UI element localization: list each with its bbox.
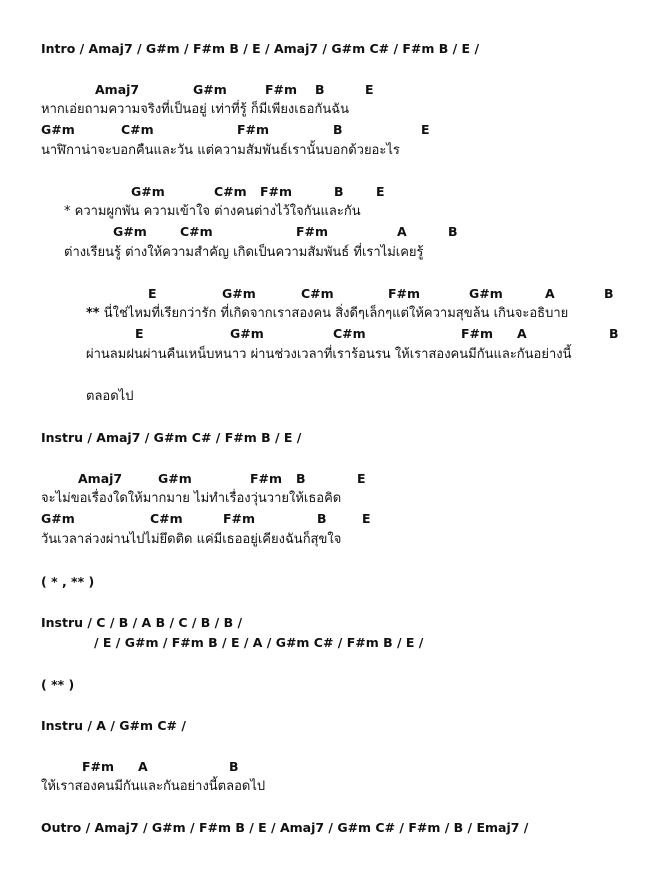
verse1-lyric-2: นาฬิกาน่าจะบอกคืนและวัน แต่ความสัมพันธ์เรานั้นบอกด้วยอะไร [41,143,400,158]
instru3-progression: / A / G#m C# / [83,718,186,733]
chord-label: B [448,224,458,239]
chord-label: G#m [469,286,503,301]
intro-progression: / Amaj7 / G#m / F#m B / E / Amaj7 / G#m C# / F#m B / E / [75,41,480,56]
chord-label: F#m [223,511,256,526]
chord-label: A [138,759,148,774]
chord-label: B [604,286,614,301]
chord-label: B [609,326,619,341]
chorus1-lyric-1: * ความผูกพัน ความเข้าใจ ต่างคนต่างไว้ใจกันและกัน [64,204,361,219]
chorus2-lyric-3: ตลอดไป [86,389,134,404]
chord-label: F#m [461,326,494,341]
chorus2-lyric-1-text: นี่ใช่ไหมที่เรียกว่ารัก ที่เกิดจากเราสองคน สิ่งดีๆเล็กๆแต่ให้ความสุขล้น เกินจะอธิบาย [99,306,569,321]
chord-label: A [397,224,407,239]
chord-label: G#m [131,184,165,199]
chord-label: B [317,511,327,526]
ending-lyric: ให้เราสองคนมีกันและกันอย่างนี้ตลอดไป [41,779,266,794]
verse2-chord-row-1 [0,471,670,487]
chorus1-chord-row-1 [0,184,670,200]
chord-label: C#m [150,511,183,526]
instru3-line [41,718,186,734]
chord-label: A [545,286,555,301]
instru2-line-1 [41,615,242,631]
chord-label: F#m [388,286,421,301]
outro-line [41,820,528,836]
chord-label: G#m [193,82,227,97]
chord-label: C#m [333,326,366,341]
verse1-chord-row-2 [0,122,670,138]
chord-label: A [517,326,527,341]
chord-label: G#m [222,286,256,301]
chord-label: G#m [41,122,75,137]
chord-label: F#m [260,184,293,199]
chord-label: B [333,122,343,137]
instru1-progression: / Amaj7 / G#m C# / F#m B / E / [83,430,302,445]
chord-label: F#m [82,759,115,774]
instru2-progression-2: / E / G#m / F#m B / E / A / G#m C# / F#m B / E / [94,635,424,650]
chord-label: Amaj7 [95,82,140,97]
chord-label: C#m [301,286,334,301]
instru1-label: Instru [41,430,84,445]
chord-label: E [365,82,374,97]
chorus1-lyric-2: ต่างเรียนรู้ ต่างให้ความสำคัญ เกิดเป็นความสัมพันธ์ ที่เราไม่เคยรู้ [64,245,424,260]
verse1-chord-row-1 [0,82,670,98]
outro-label: Outro [41,820,82,835]
instru2-label: Instru [41,615,84,630]
chorus-marker: ** [86,306,100,321]
chord-label: C#m [121,122,154,137]
chord-label: C#m [180,224,213,239]
chord-label: B [296,471,306,486]
instru2-progression-1: / C / B / A B / C / B / B / [83,615,243,630]
chord-label: E [362,511,371,526]
chorus2-chord-row-2 [0,326,670,342]
chord-label: B [229,759,239,774]
chord-label: F#m [250,471,283,486]
instru3-label: Instru [41,718,84,733]
verse2-lyric-2: วันเวลาล่วงผ่านไปไม่ยึดติด แค่มีเธออยู่เคียงฉันก็สุขใจ [41,532,342,547]
chord-label: E [148,286,157,301]
repeat-marker-1: ( * , ** ) [41,574,95,589]
verse2-chord-row-2 [0,511,670,527]
verse1-lyric-1: หากเอ่ยถามความจริงที่เป็นอยู่ เท่าที่รู้ ก็มีเพียงเธอกันฉัน [41,102,349,117]
chorus2-lyric-1 [86,306,568,322]
chord-label: C#m [214,184,247,199]
chord-label: G#m [113,224,147,239]
chord-label: E [421,122,430,137]
repeat-marker-2: ( ** ) [41,677,75,692]
outro-progression: / Amaj7 / G#m / F#m B / E / Amaj7 / G#m C# / F#m / B / Emaj7 / [81,820,529,835]
chorus1-chord-row-2 [0,224,670,240]
chord-label: F#m [296,224,329,239]
intro-label: Intro [41,41,76,56]
chord-label: E [135,326,144,341]
chord-label: B [334,184,344,199]
verse2-lyric-1: จะไม่ขอเรื่องใดให้มากมาย ไม่ทำเรื่องวุ่นวายให้เธอคิด [41,491,342,506]
chord-label: E [357,471,366,486]
chord-label: G#m [230,326,264,341]
chord-label: F#m [237,122,270,137]
instru1-line [41,430,301,446]
ending-chord-row [0,759,670,775]
chord-label: F#m [265,82,298,97]
chord-label: B [315,82,325,97]
chord-label: Amaj7 [78,471,123,486]
chord-label: G#m [41,511,75,526]
chorus2-chord-row-1 [0,286,670,302]
chord-label: E [376,184,385,199]
chorus2-lyric-2: ผ่านลมฝนผ่านคืนเหน็บหนาว ผ่านช่วงเวลาที่เราร้อนรน ให้เราสองคนมีกันและกันอย่างนี้ [86,347,572,362]
chord-label: G#m [158,471,192,486]
intro-line [41,41,479,57]
